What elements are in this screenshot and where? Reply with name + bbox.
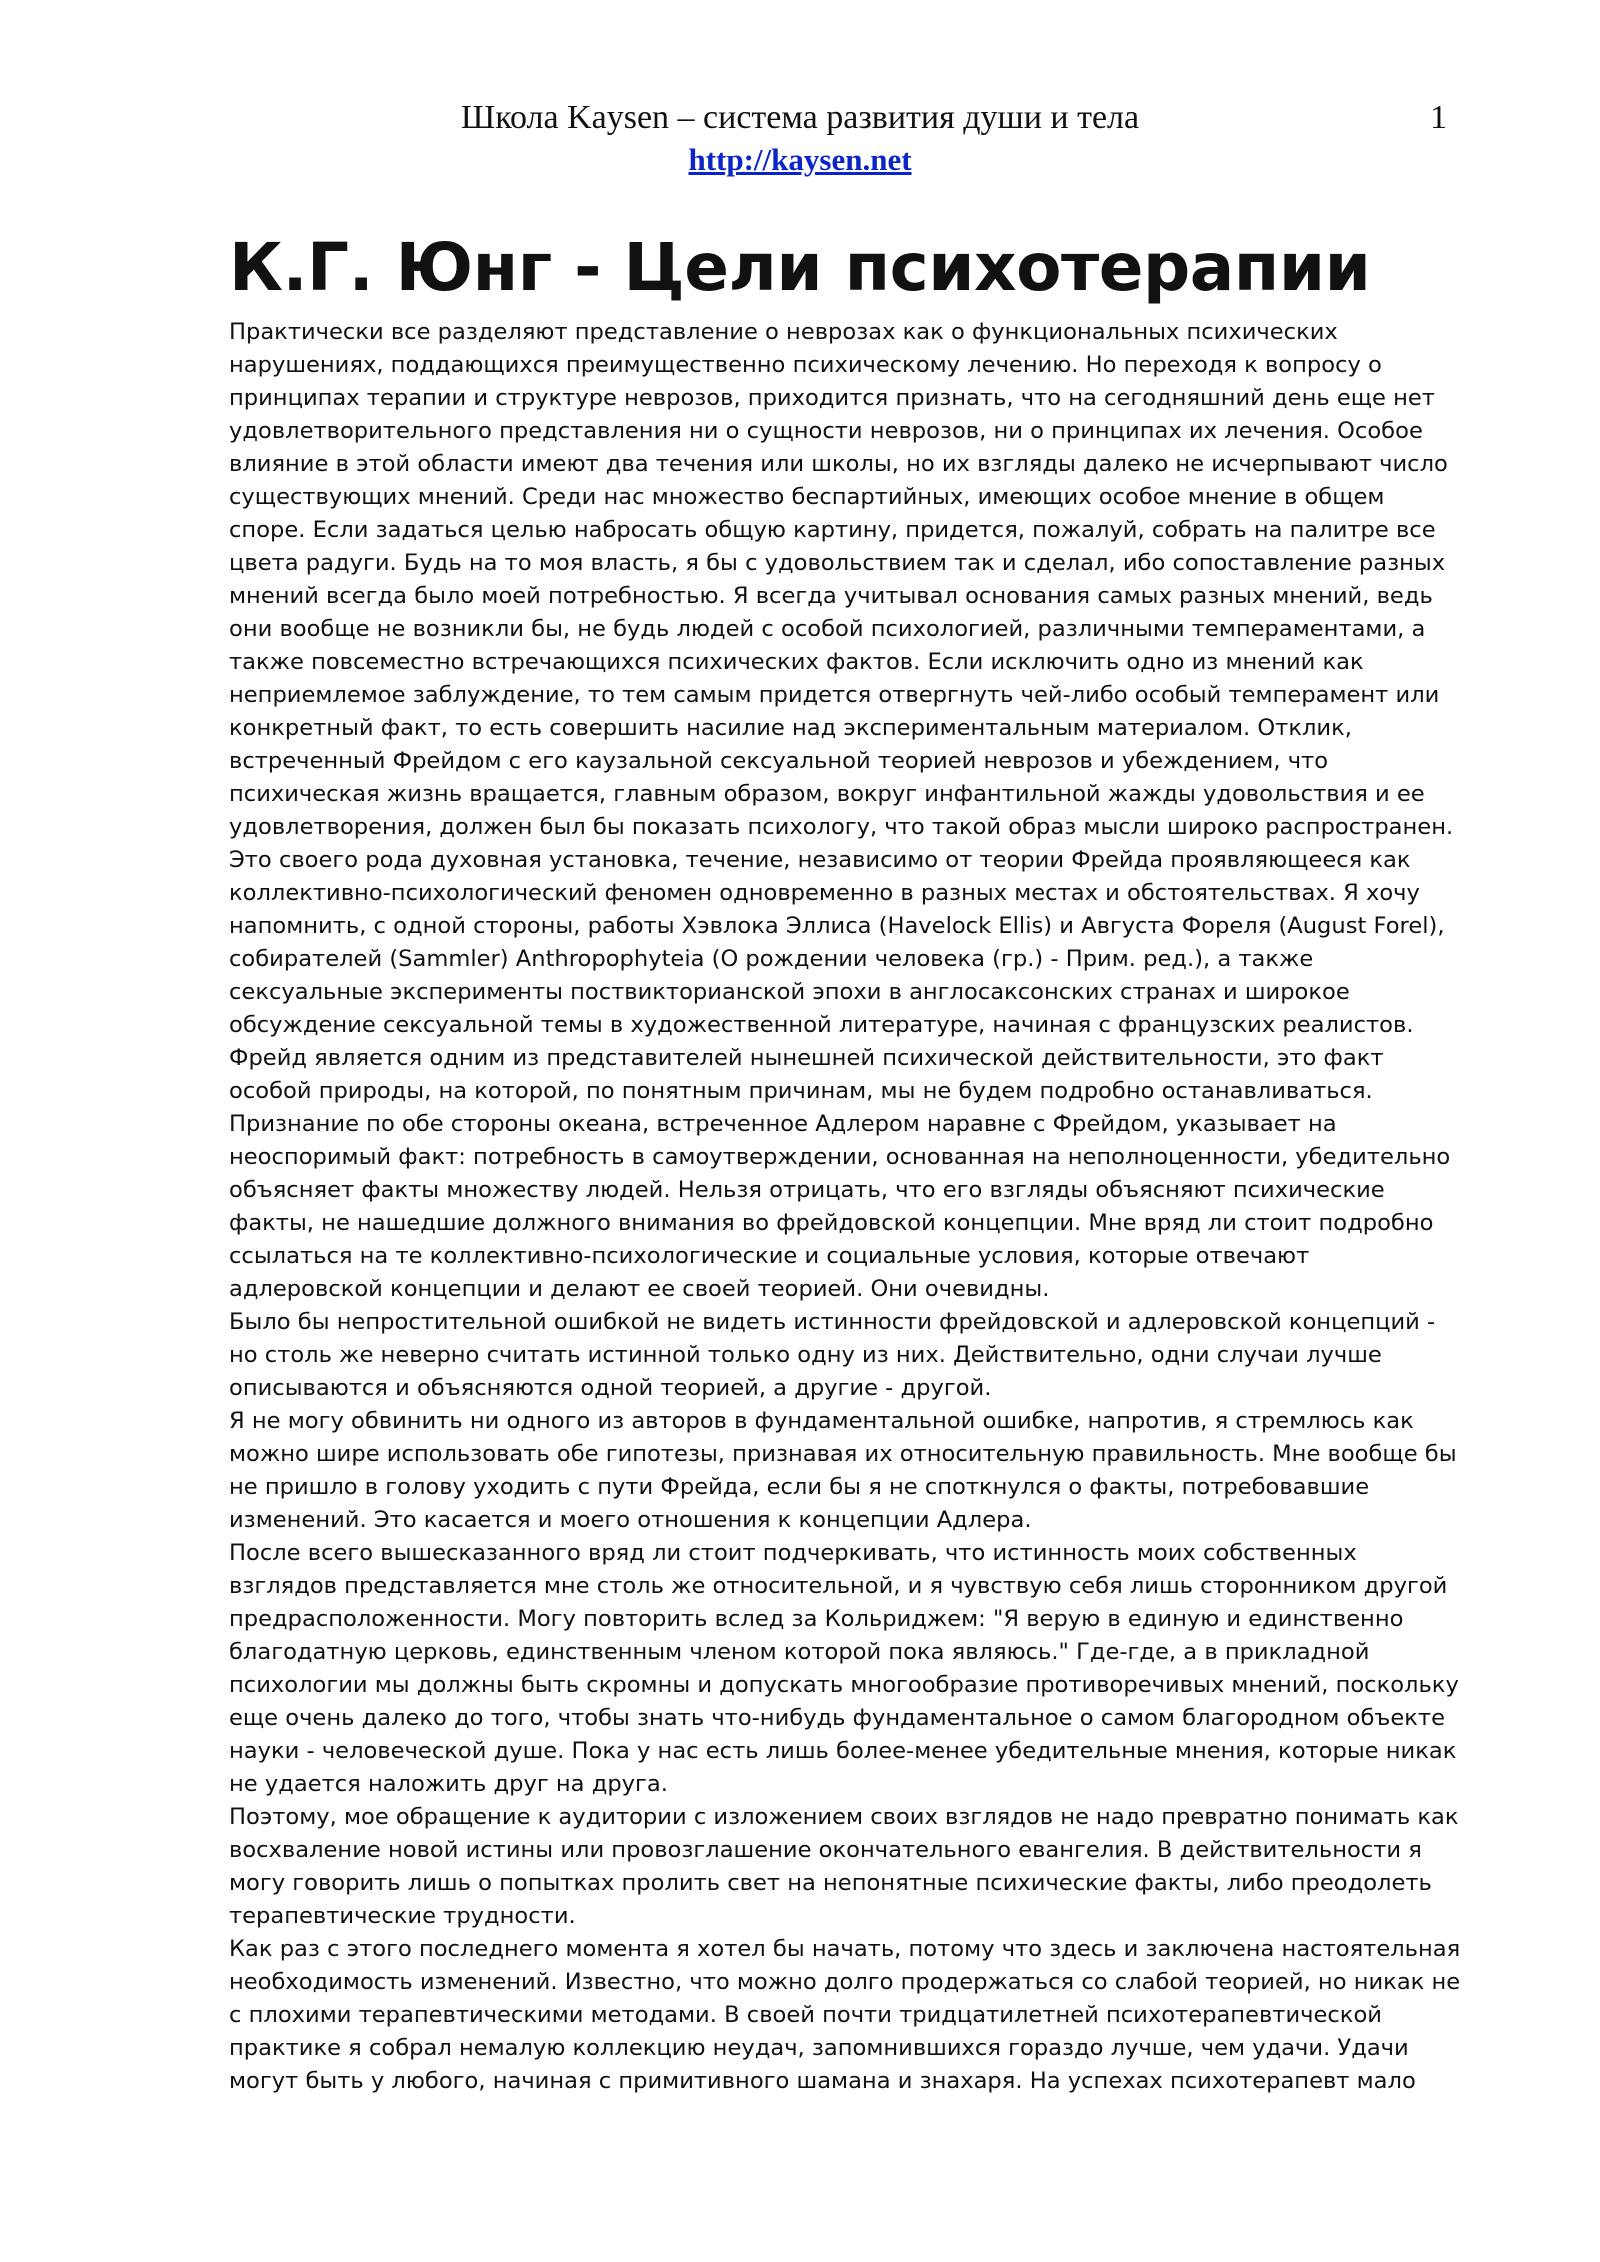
page-number: 1 [1430,99,1447,136]
page-header [0,96,1600,180]
paragraph: Поэтому, мое обращение к аудитории с изложением своих взглядов не надо превратно понимать как восхваление новой истины или провозглашение окончательного евангелия. В действительности я могу говорить лишь о попытках пролить свет на непонятные психические факты, либо преодолеть терапевтические трудности. [229,1804,1459,1929]
paragraph: Практически все разделяют представление о неврозах как о функциональных психических нарушениях, поддающихся преимущественно психическому лечению. Но переходя к вопросу о принципах терапии и структуре неврозов, приходится признать, что на сегодняшний день еще нет удовлетворительного представления ни о сущности неврозов, ни о принципах их лечения. Особое влияние в этой области имеют два течения или школы, но их взгляды далеко не исчерпывают число существующих мнений. Среди нас множество беспартийных, имеющих особое мнение в общем споре. Если задаться целью набросать общую картину, придется, пожалуй, собрать на палитре все цвета радуги. Будь на то моя власть, я бы с удовольствием так и сделал, ибо сопоставление разных мнений всегда было моей потребностью. Я всегда учитывал основания самых разных мнений, ведь они вообще не возникли бы, не будь людей с особой психологией, различными темпераментами, а также повсеместно встречающихся психических фактов. Если исключить одно из мнений как неприемлемое заблуждение, то тем самым придется отвергнуть чей-либо особый темперамент или конкретный факт, то есть совершить насилие над экспериментальным материалом. Отклик, встреченный Фрейдом с его каузальной сексуальной теорией неврозов и убеждением, что психическая жизнь вращается, главным образом, вокруг инфантильной жажды удовольствия и ее удовлетворения, должен был бы показать психологу, что такой образ мысли широко распространен. Это своего рода духовная установка, течение, независимо от теории Фрейда проявляющееся как коллективно-психологический феномен одновременно в разных местах и обстоятельствах. Я хочу напомнить, с одной стороны, работы Хэвлока Эллиса (Havelock Ellis) и Августа Фореля (August Forel), собирателей (Sammler) Anthropophyteia (О рождении человека (гр.) - Прим. ред.), а также сексуальные эксперименты поствикторианской эпохи в англосаксонских странах и широкое обсуждение сексуальной темы в художественной литературе, начиная с французских реалистов. Фрейд является одним из представителей нынешней психической действительности, это факт особой природы, на которой, по понятным причинам, мы не будем подробно останавливаться. [229,319,1454,1104]
paragraph: После всего вышесказанного вряд ли стоит подчеркивать, что истинность моих собственных взглядов представляется мне столь же относительной, и я чувствую себя лишь сторонником другой предрасположенности. Могу повторить вслед за Кольриджем: "Я верую в единую и единственно благодатную церковь, единственным членом которой пока являюсь." Где-где, а в прикладной психологии мы должны быть скромны и допускать многообразие противоречивых мнений, поскольку еще очень далеко до того, чтобы знать что-нибудь фундаментальное о самом благородном объекте науки - человеческой душе. Пока у нас есть лишь более-менее убедительные мнения, которые никак не удается наложить друг на друга. [229,1540,1459,1797]
paragraph: Как раз с этого последнего момента я хотел бы начать, потому что здесь и заключена настоятельная необходимость изменений. Известно, что можно долго продержаться со слабой теорией, но никак не с плохими терапевтическими методами. В своей почти тридцатилетней психотерапевтической практике я собрал немалую коллекцию неудач, запомнившихся гораздо лучше, чем удачи. Удачи могут быть у любого, начиная с примитивного шамана и знахаря. На успехах психотерапевт мало [229,1936,1461,2094]
paragraph: Было бы непростительной ошибкой не видеть истинности фрейдовской и адлеровской концепций - но столь же неверно считать истинной только одну из них. Действительно, одни случаи лучше описываются и объясняются одной теорией, а другие - другой. [229,1309,1436,1401]
site-link[interactable]: http://kaysen.net [688,142,912,177]
document-title: К.Г. Юнг - Цели психотерапии [229,229,1371,306]
paragraph: Признание по обе стороны океана, встреченное Адлером наравне с Фрейдом, указывает на неоспоримый факт: потребность в самоутверждении, основанная на неполноценности, убедительно объясняет факты множеству людей. Нельзя отрицать, что его взгляды объясняют психические факты, не нашедшие должного внимания во фрейдовской концепции. Мне вряд ли стоит подробно ссылаться на те коллективно-психологические и социальные условия, которые отвечают адлеровской концепции и делают ее своей теорией. Они очевидны. [229,1111,1451,1302]
document-body [229,226,1464,2098]
header-title: Школа Kaysen – система развития души и тела [460,99,1140,136]
document-text [229,316,1464,2098]
paragraph: Я не могу обвинить ни одного из авторов в фундаментальной ошибке, напротив, я стремлюсь как можно шире использовать обе гипотезы, признавая их относительную правильность. Мне вообще бы не пришло в голову уходить с пути Фрейда, если бы я не споткнулся о факты, потребовавшие изменений. Это касается и моего отношения к концепции Адлера. [229,1408,1457,1533]
